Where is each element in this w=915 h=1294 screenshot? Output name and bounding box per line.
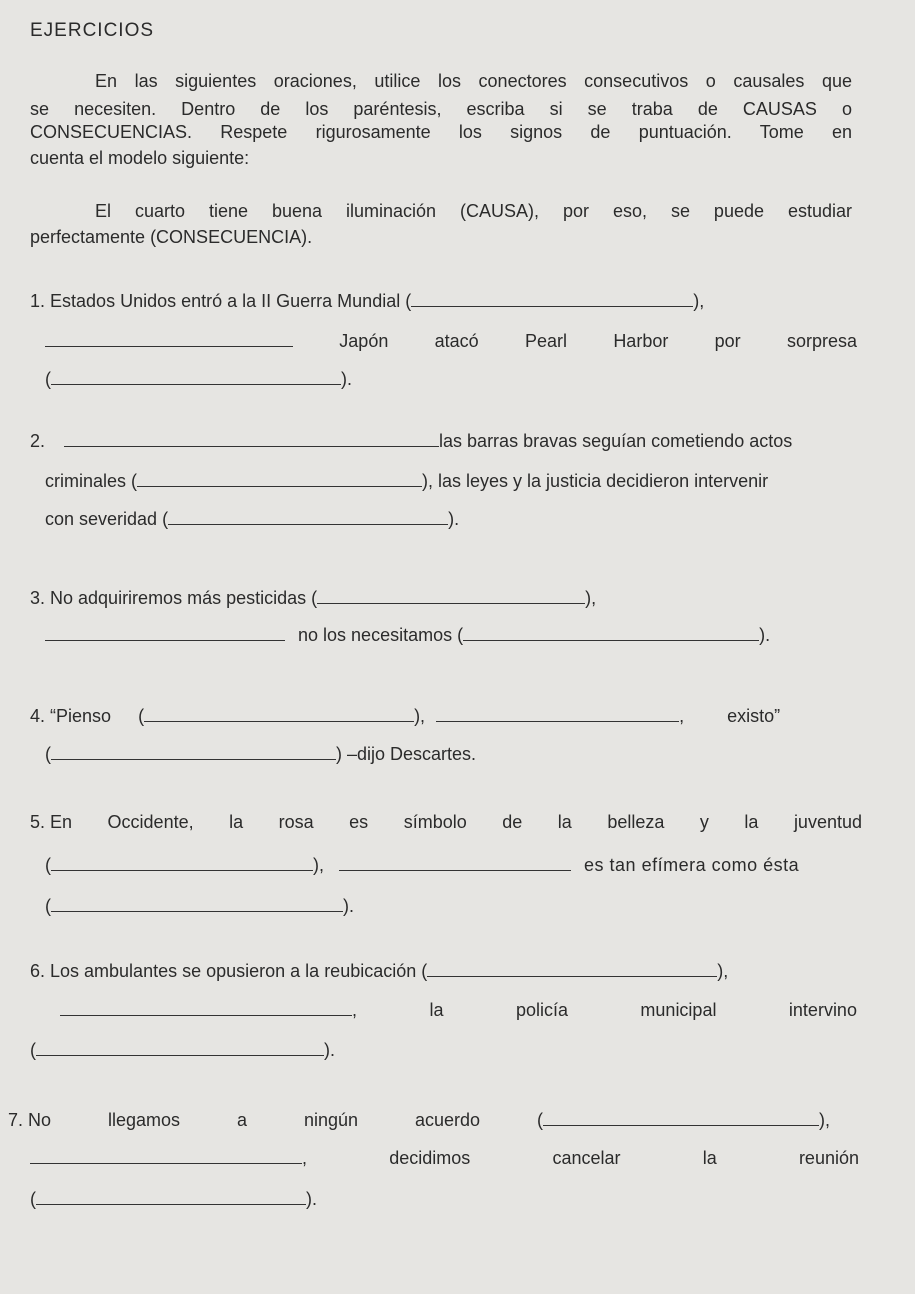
exercise-1	[30, 288, 704, 312]
exercise-1-line-2	[45, 328, 857, 352]
exercise-text: (	[45, 744, 51, 764]
answer-blank[interactable]	[543, 1107, 819, 1126]
exercise-word: ningún	[303, 1110, 359, 1130]
exercise-number: 1.	[30, 291, 46, 311]
exercise-text: ), las leyes y la justicia decidieron intervenir	[422, 471, 769, 491]
exercise-word: la	[557, 812, 572, 832]
exercise-7-line-3	[30, 1186, 317, 1210]
exercise-word: belleza	[607, 812, 665, 832]
exercise-word: sorpresa	[786, 331, 857, 351]
exercise-text: ),	[693, 291, 705, 311]
exercise-text: ,	[352, 1000, 358, 1020]
exercise-6-line-2	[60, 997, 857, 1021]
exercise-word: a	[236, 1110, 247, 1130]
exercise-4-line-2	[45, 741, 476, 765]
exercise-word: por	[714, 331, 741, 351]
exercise-word: Harbor	[613, 331, 669, 351]
exercise-text: 4. “Pienso	[30, 706, 112, 726]
exercise-word: y	[699, 812, 709, 832]
exercise-word: rosa	[278, 812, 314, 832]
exercise-text: ),	[717, 961, 729, 981]
exercise-word: de	[502, 812, 523, 832]
instructions-line: cuenta el modelo siguiente:	[30, 148, 250, 168]
exercise-text: (	[45, 896, 51, 916]
exercise-text: las barras bravas seguían cometiendo actos	[439, 431, 793, 451]
exercise-3-line-2	[45, 622, 770, 646]
answer-blank[interactable]	[51, 366, 341, 385]
exercise-text: no los necesitamos (	[298, 625, 464, 645]
exercise-word: la	[702, 1148, 717, 1168]
exercise-text: ).	[448, 509, 460, 529]
answer-blank[interactable]	[60, 997, 352, 1016]
exercise-text: ,	[302, 1148, 308, 1168]
exercise-word: acuerdo	[414, 1110, 481, 1130]
exercise-word: juventud	[793, 812, 862, 832]
exercise-number: 2.	[30, 431, 46, 451]
answer-blank[interactable]	[45, 622, 285, 641]
answer-blank[interactable]	[339, 852, 571, 871]
exercise-text: (	[138, 706, 145, 726]
answer-blank[interactable]	[64, 428, 439, 447]
exercise-5-line-2	[45, 852, 799, 876]
answer-blank[interactable]	[36, 1186, 306, 1205]
instructions-line: CONSECUENCIAS. Respete rigurosamente los signos de puntuación. Tome en	[30, 122, 852, 142]
exercise-7	[8, 1107, 830, 1131]
exercise-4	[30, 703, 780, 727]
answer-blank[interactable]	[463, 622, 759, 641]
answer-blank[interactable]	[45, 328, 293, 347]
answer-blank[interactable]	[317, 585, 585, 604]
exercise-word: intervino	[788, 1000, 857, 1020]
answer-blank[interactable]	[137, 468, 422, 487]
exercise-text: ,	[679, 706, 685, 726]
model-line: El cuarto tiene buena iluminación (CAUSA), por eso, se puede estudiar	[95, 201, 852, 221]
exercise-3	[30, 585, 596, 609]
answer-blank[interactable]	[36, 1037, 324, 1056]
exercise-text: ),	[414, 706, 426, 726]
exercise-text: (	[30, 1040, 36, 1060]
page-title: EJERCICIOS	[30, 20, 155, 41]
exercise-word: símbolo	[403, 812, 467, 832]
answer-blank[interactable]	[51, 741, 336, 760]
exercise-7-line-2	[30, 1145, 859, 1169]
answer-blank[interactable]	[144, 703, 414, 722]
exercise-text: ).	[341, 369, 352, 389]
answer-blank[interactable]	[51, 852, 313, 871]
exercise-word: la	[429, 1000, 444, 1020]
exercise-text: Estados Unidos entró a la II Guerra Mundial (	[50, 291, 412, 311]
exercise-text: (	[45, 369, 51, 389]
exercise-text: ).	[343, 896, 354, 916]
exercise-text: 3. No adquiriremos más pesticidas (	[30, 588, 318, 608]
exercise-6	[30, 958, 728, 982]
exercise-word: atacó	[434, 331, 479, 351]
answer-blank[interactable]	[168, 506, 448, 525]
exercise-5-line-3	[45, 893, 354, 917]
exercise-word: es	[349, 812, 369, 832]
exercise-text: ).	[759, 625, 771, 645]
answer-blank[interactable]	[30, 1145, 302, 1164]
exercise-2-line-2	[45, 468, 768, 492]
exercise-text: (	[45, 855, 51, 875]
exercise-text: ).	[306, 1189, 317, 1209]
exercise-word: la	[744, 812, 759, 832]
exercise-word: policía	[515, 1000, 568, 1020]
exercise-1-line-3	[45, 366, 352, 390]
exercise-6-line-3	[30, 1037, 335, 1061]
exercise-word: cancelar	[552, 1148, 621, 1168]
exercise-word: 7. No	[8, 1110, 52, 1130]
exercise-word: municipal	[640, 1000, 717, 1020]
exercise-text: criminales (	[45, 471, 138, 491]
exercise-text: ),	[818, 1110, 830, 1130]
exercise-2	[30, 428, 792, 452]
exercise-word: 5. En	[30, 812, 73, 832]
exercise-word: la	[229, 812, 244, 832]
model-line: perfectamente (CONSECUENCIA).	[30, 227, 313, 247]
exercise-text: ) –dijo Descartes.	[336, 744, 477, 764]
exercise-word: reunión	[798, 1148, 859, 1168]
instructions-line: En las siguientes oraciones, utilice los conectores consecutivos o causales que	[95, 71, 852, 91]
exercise-text: 6. Los ambulantes se opusieron a la reubicación (	[30, 961, 428, 981]
exercise-text: ),	[585, 588, 597, 608]
exercise-5	[30, 812, 862, 833]
answer-blank[interactable]	[436, 703, 679, 722]
answer-blank[interactable]	[411, 288, 693, 307]
exercise-text: (	[30, 1189, 36, 1209]
instructions-line: se necesiten. Dentro de los paréntesis, escriba si se traba de CAUSAS o	[30, 99, 852, 119]
exercise-word: Pearl	[524, 331, 568, 351]
exercise-word: Japón	[339, 331, 389, 351]
exercise-text: ),	[313, 855, 324, 875]
answer-blank[interactable]	[51, 893, 343, 912]
exercise-word: decidimos	[389, 1148, 471, 1168]
answer-blank[interactable]	[427, 958, 717, 977]
exercise-text: ).	[324, 1040, 335, 1060]
exercise-word: llegamos	[107, 1110, 181, 1130]
exercise-text: con severidad (	[45, 509, 169, 529]
exercise-text: es tan efímera como ésta	[584, 855, 800, 875]
exercise-word: Occidente,	[107, 812, 194, 832]
exercise-text: existo”	[727, 706, 781, 726]
exercise-text: (	[536, 1110, 543, 1130]
exercise-2-line-3	[45, 506, 459, 530]
